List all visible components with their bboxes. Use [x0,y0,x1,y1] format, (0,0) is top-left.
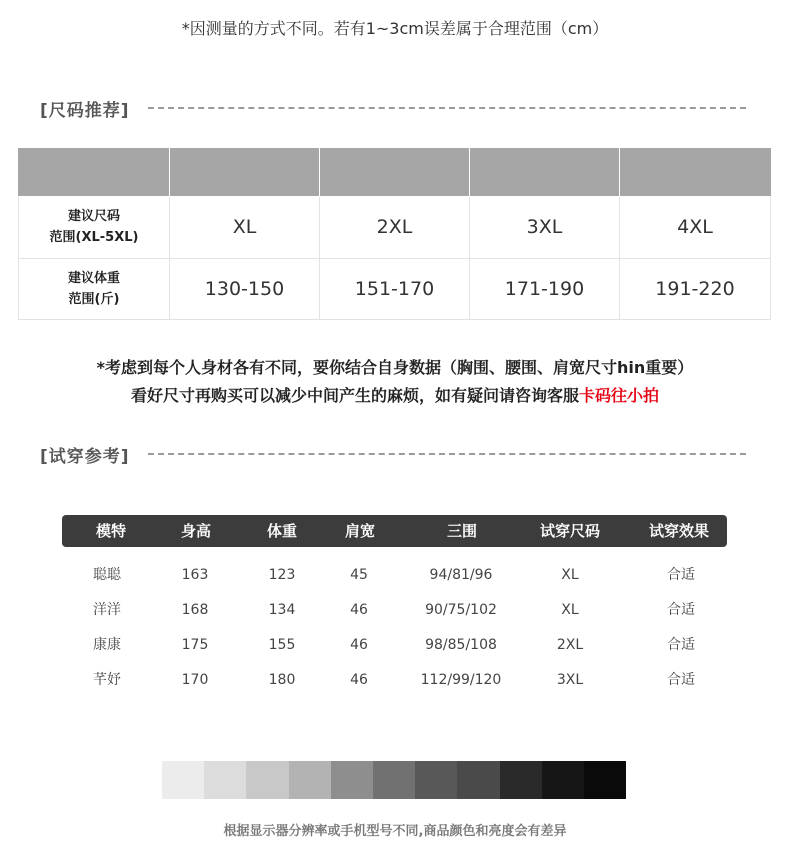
try-on-row [0,633,790,657]
col-header-measurements: 三围 [446,522,478,540]
gray-swatch [289,761,331,799]
try-on-cell: 123 [268,567,296,583]
size-table [18,148,771,320]
try-on-cell: XL [561,602,579,618]
try-on-cell: 94/81/96 [429,567,493,583]
dashed-divider [148,107,746,109]
try-on-row [0,563,790,587]
try-on-cell: XL [561,567,579,583]
header-cell [620,148,771,196]
col-header-fit: 试穿效果 [648,522,710,540]
gray-swatch [500,761,542,799]
try-on-cell: 45 [350,567,368,583]
gray-swatch [457,761,499,799]
notice-line-1: *考虑到每个人身材各有不同，要你结合自身数据（胸围、腰围、肩宽尺寸hin重要） [96,358,694,377]
size-cell: 2XL [320,196,470,258]
display-disclaimer: 根据显示器分辨率或手机型号不同,商品颜色和亮度会有差异 [223,824,567,839]
try-on-cell: 155 [268,637,296,653]
try-on-cell: 合适 [667,637,695,653]
notice-highlight: 卡码往小拍 [579,386,660,405]
weight-cell: 171-190 [470,258,620,319]
size-cell: 4XL [620,196,771,258]
gray-swatch [373,761,415,799]
try-on-cell: 3XL [556,672,584,688]
header-cell [320,148,470,196]
size-cell: 3XL [470,196,620,258]
try-on-title: [试穿参考] [40,446,130,467]
col-header-shoulder: 肩宽 [344,522,376,540]
col-header-model: 模特 [95,522,127,540]
header-cell [19,148,170,196]
try-on-cell: 175 [181,637,209,653]
weight-cell: 151-170 [320,258,470,319]
try-on-row [0,668,790,692]
try-on-cell: 180 [268,672,296,688]
notice-line-2: 看好尺寸再购买可以减少中间产生的麻烦，如有疑问请咨询客服卡码往小拍 [130,386,660,405]
gray-swatch [162,761,204,799]
try-on-cell: 90/75/102 [425,602,497,618]
try-on-cell: 168 [181,602,209,618]
col-header-weight: 体重 [266,522,298,540]
gray-swatch [542,761,584,799]
header-cell [170,148,320,196]
try-on-cell: 46 [350,602,368,618]
try-on-cell: 98/85/108 [425,637,497,653]
size-recommend-header [40,96,746,120]
weight-row [19,258,771,319]
size-row-label: 建议尺码 范围(XL-5XL) [19,196,170,258]
weight-row-label: 建议体重 范围(斤) [19,258,170,319]
try-on-cell: 康康 [93,637,121,653]
try-on-cell: 合适 [667,567,695,583]
header-cell [470,148,620,196]
size-cell: XL [170,196,320,258]
size-recommend-title: [尺码推荐] [40,100,130,121]
gray-swatch [246,761,288,799]
try-on-cell: 合适 [667,672,695,688]
try-on-row [0,598,790,622]
gray-swatch [584,761,626,799]
try-on-cell: 芊妤 [93,672,121,688]
try-on-cell: 聪聪 [93,567,121,583]
grayscale-swatches [162,761,626,799]
size-row [19,196,771,258]
col-header-try-size: 试穿尺码 [539,522,601,540]
try-on-table-header [62,515,727,547]
try-on-cell: 163 [181,567,209,583]
try-on-cell: 112/99/120 [420,672,502,688]
col-header-height: 身高 [180,522,212,540]
weight-cell: 191-220 [620,258,771,319]
try-on-cell: 134 [268,602,296,618]
gray-swatch [331,761,373,799]
weight-cell: 130-150 [170,258,320,319]
dashed-divider [148,453,746,455]
try-on-cell: 170 [181,672,209,688]
try-on-cell: 46 [350,672,368,688]
try-on-cell: 合适 [667,602,695,618]
try-on-cell: 46 [350,637,368,653]
try-on-cell: 洋洋 [93,602,121,618]
size-notice [0,354,790,410]
gray-swatch [415,761,457,799]
measurement-note: *因测量的方式不同。若有1~3cm误差属于合理范围（cm） [181,19,609,38]
try-on-cell: 2XL [556,637,584,653]
try-on-header [40,442,746,466]
gray-swatch [204,761,246,799]
size-table-header-row [19,148,771,196]
